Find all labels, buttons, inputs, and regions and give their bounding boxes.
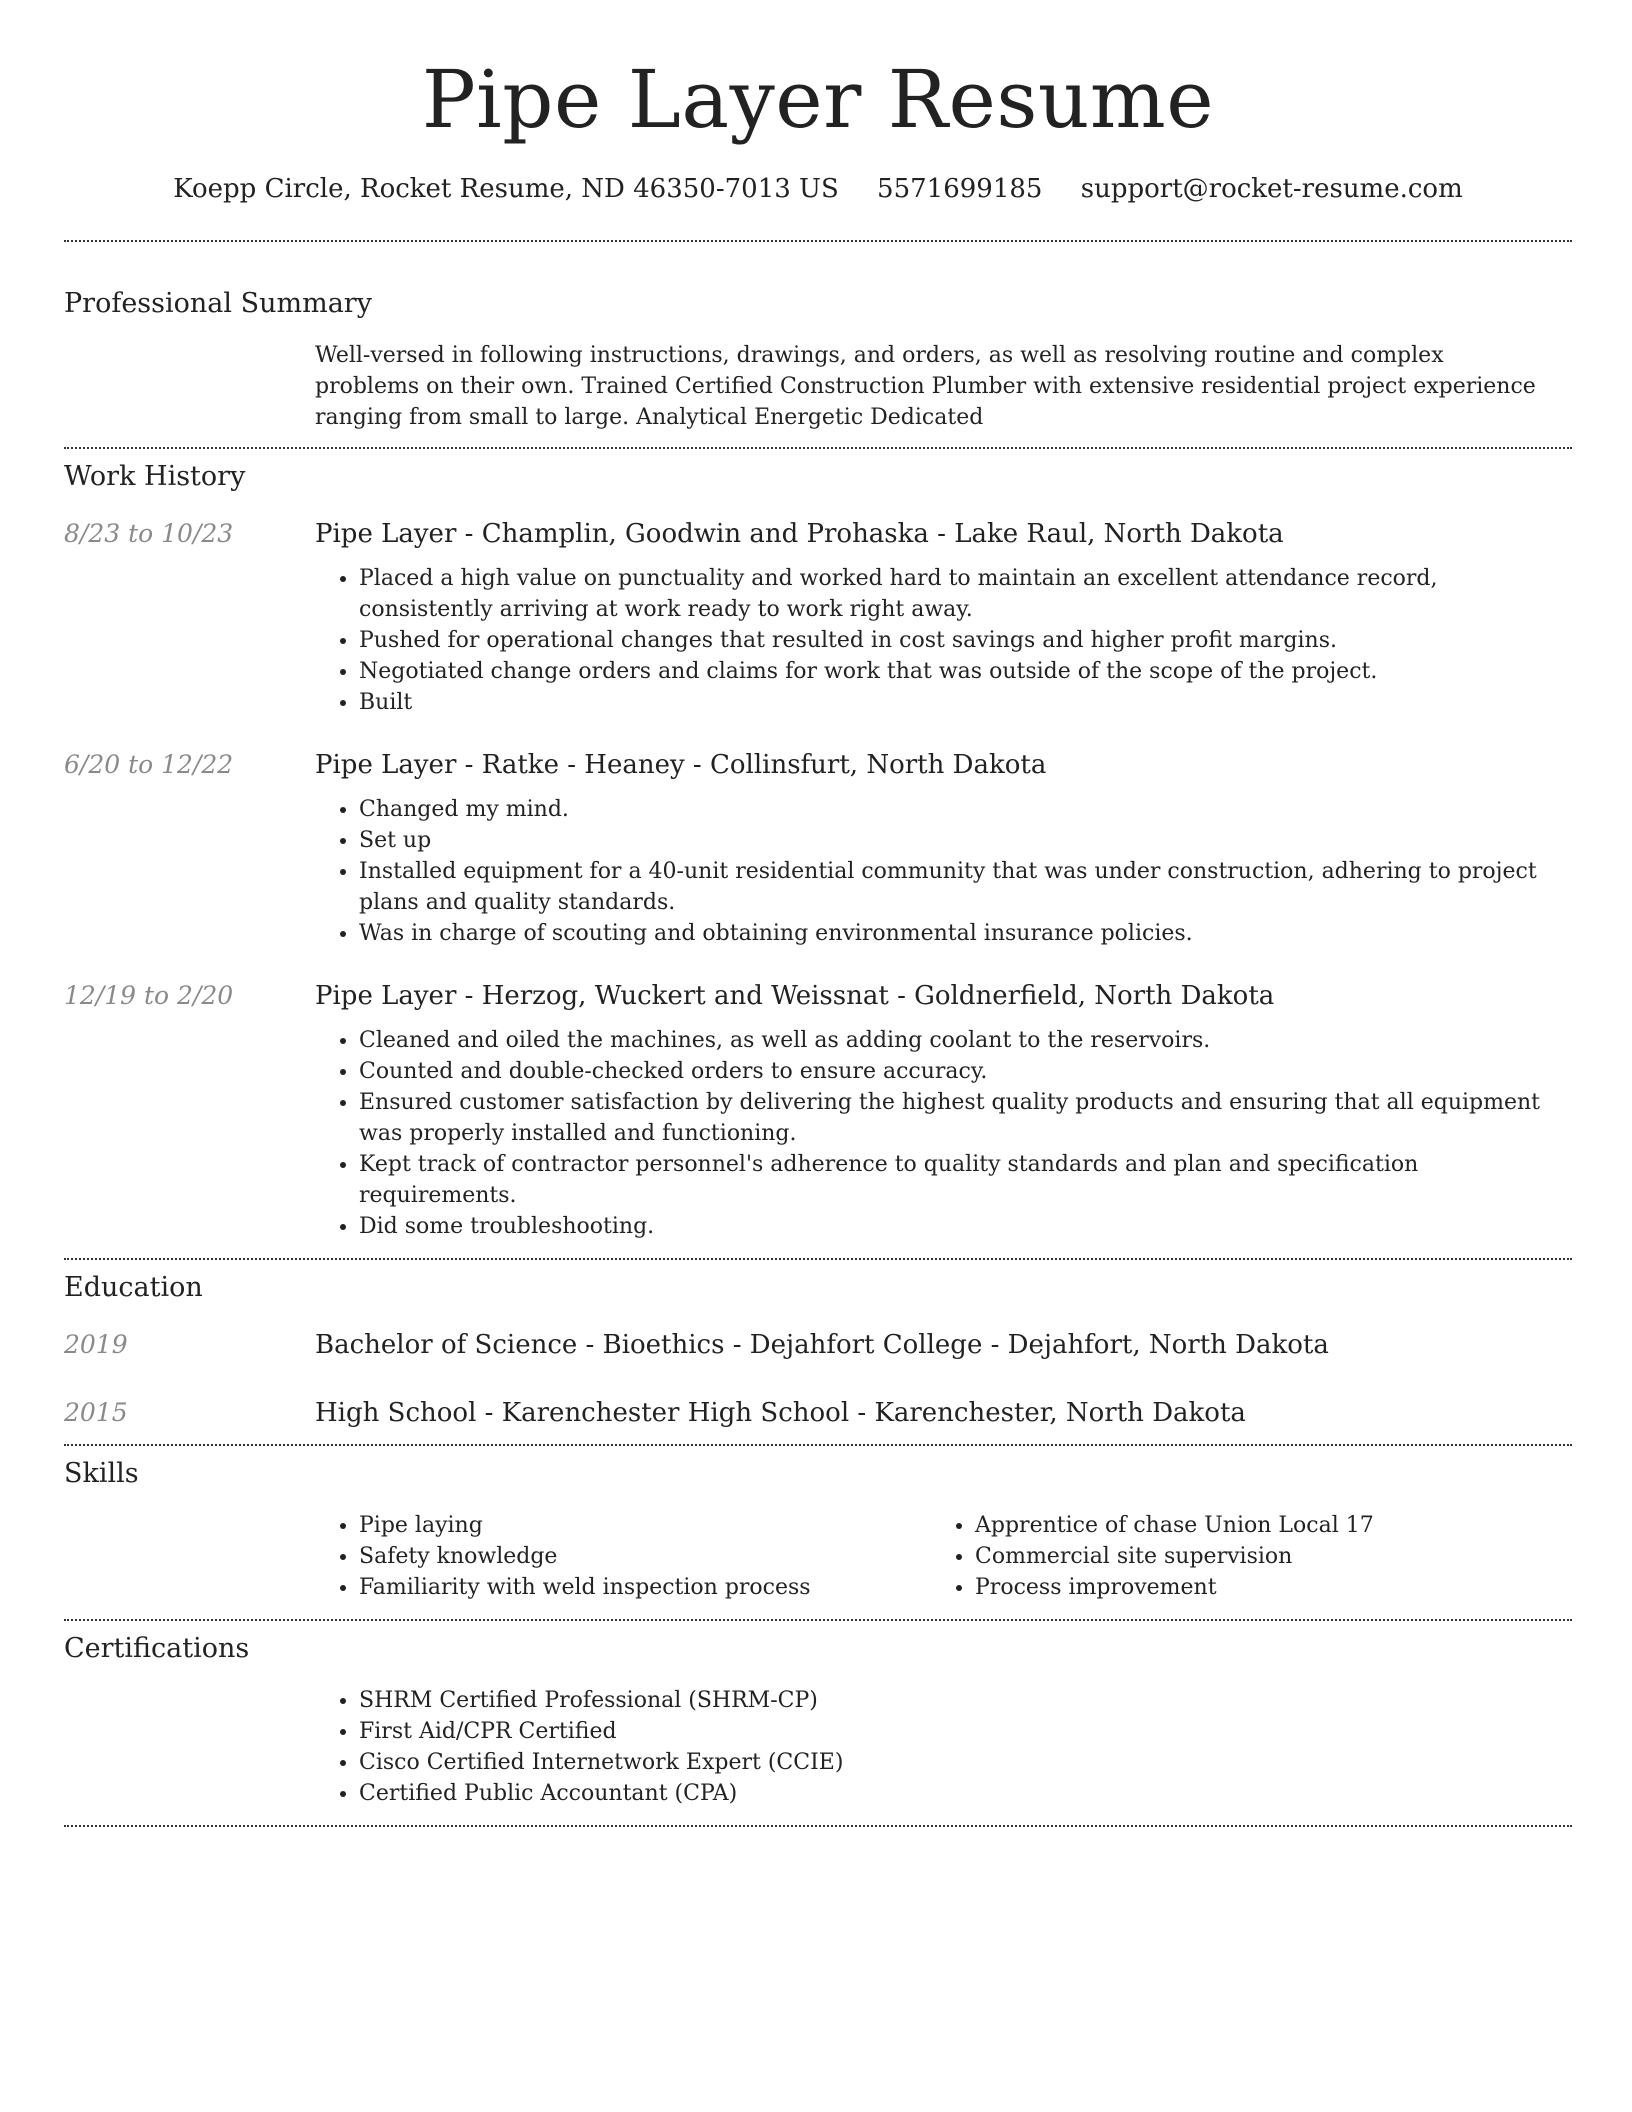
contact-email: support@rocket-resume.com xyxy=(1080,174,1463,204)
job-title: Pipe Layer - Ratke - Heaney - Collinsfurt, North Dakota xyxy=(315,750,1047,780)
job-bullets xyxy=(315,1025,1572,1242)
job-bullet: • Kept track of contractor personnel's adherence to quality standards and plan and specification requirements. xyxy=(359,1149,1572,1211)
skill-item: • Familiarity with weld inspection process xyxy=(359,1572,931,1603)
skill-item: • Commercial site supervision xyxy=(975,1541,1535,1572)
certifications-spacer xyxy=(64,1685,315,1809)
work-history-section xyxy=(64,449,1572,1242)
education-title: High School - Karenchester High School - Karenchester, North Dakota xyxy=(315,1398,1246,1428)
job-dates: 8/23 to 10/23 xyxy=(64,519,234,548)
section-heading-education: Education xyxy=(64,1272,203,1303)
certification-item: • SHRM Certified Professional (SHRM-CP) xyxy=(359,1685,1572,1716)
certification-item: • Cisco Certified Internetwork Expert (CCIE) xyxy=(359,1747,1572,1778)
job-bullet: • Set up xyxy=(359,825,1572,856)
section-heading-certifications: Certifications xyxy=(64,1633,250,1664)
job-bullet: • Did some troubleshooting. xyxy=(359,1211,1572,1242)
summary-text: Well-versed in following instructions, drawings, and orders, as well as resolving routine and complex problems on their own. Trained Certified Construction Plumber with extensive residential project experience ranging from small to large. Analytical Energetic Dedicated xyxy=(315,343,1536,430)
contact-line xyxy=(64,172,1572,206)
job-bullet: • Was in charge of scouting and obtaining environmental insurance policies. xyxy=(359,918,1572,949)
job-title: Pipe Layer - Champlin, Goodwin and Prohaska - Lake Raul, North Dakota xyxy=(315,519,1284,549)
certifications-section xyxy=(64,1621,1572,1809)
job-entry xyxy=(64,517,1572,718)
education-entry xyxy=(64,1396,1572,1430)
education-year: 2019 xyxy=(64,1330,128,1359)
certification-item: • First Aid/CPR Certified xyxy=(359,1716,1572,1747)
education-title: Bachelor of Science - Bioethics - Dejahfort College - Dejahfort, North Dakota xyxy=(315,1330,1329,1360)
job-bullet: • Ensured customer satisfaction by delivering the highest quality products and ensuring that all equipment was properly installed and functioning. xyxy=(359,1087,1572,1149)
job-bullet: • Built xyxy=(359,687,1572,718)
certification-item: • Certified Public Accountant (CPA) xyxy=(359,1778,1572,1809)
skill-item: • Process improvement xyxy=(975,1572,1535,1603)
job-dates: 12/19 to 2/20 xyxy=(64,981,234,1010)
section-heading-skills: Skills xyxy=(64,1458,139,1489)
job-entry xyxy=(64,979,1572,1242)
job-bullet: • Counted and double-checked orders to ensure accuracy. xyxy=(359,1056,1572,1087)
summary-spacer xyxy=(64,340,315,433)
job-dates: 6/20 to 12/22 xyxy=(64,750,234,779)
skills-spacer xyxy=(64,1510,315,1603)
job-bullets xyxy=(315,563,1572,718)
resume-page xyxy=(64,0,1572,1827)
skill-item: • Apprentice of chase Union Local 17 xyxy=(975,1510,1535,1541)
job-bullets xyxy=(315,794,1572,949)
education-entry xyxy=(64,1328,1572,1362)
section-heading-summary: Professional Summary xyxy=(64,288,372,319)
job-bullet: • Negotiated change orders and claims for work that was outside of the scope of the project. xyxy=(359,656,1572,687)
certifications-list xyxy=(315,1685,1572,1809)
skill-item: • Safety knowledge xyxy=(359,1541,931,1572)
job-title: Pipe Layer - Herzog, Wuckert and Weissnat - Goldnerfield, North Dakota xyxy=(315,981,1275,1011)
section-heading-work-history: Work History xyxy=(64,461,246,492)
job-entry xyxy=(64,748,1572,949)
skills-list-right xyxy=(931,1510,1535,1603)
summary-section xyxy=(64,242,1572,433)
job-bullet: • Cleaned and oiled the machines, as well as adding coolant to the reservoirs. xyxy=(359,1025,1572,1056)
job-bullet: • Installed equipment for a 40-unit residential community that was under construction, adhering to project plans and quality standards. xyxy=(359,856,1572,918)
skills-list-left xyxy=(315,1510,931,1603)
job-bullet: • Placed a high value on punctuality and worked hard to maintain an excellent attendance record, consistently arriving at work ready to work right away. xyxy=(359,563,1572,625)
section-divider xyxy=(64,1825,1572,1827)
job-bullet: • Changed my mind. xyxy=(359,794,1572,825)
education-section xyxy=(64,1260,1572,1430)
resume-title: Pipe Layer Resume xyxy=(421,53,1215,146)
skills-grid xyxy=(315,1510,1572,1603)
contact-address: Koepp Circle, Rocket Resume, ND 46350-7013 US xyxy=(173,174,839,204)
skills-section xyxy=(64,1446,1572,1603)
contact-phone: 5571699185 xyxy=(877,174,1043,204)
job-bullet: • Pushed for operational changes that resulted in cost savings and higher profit margins. xyxy=(359,625,1572,656)
skill-item: • Pipe laying xyxy=(359,1510,931,1541)
education-year: 2015 xyxy=(64,1398,128,1427)
